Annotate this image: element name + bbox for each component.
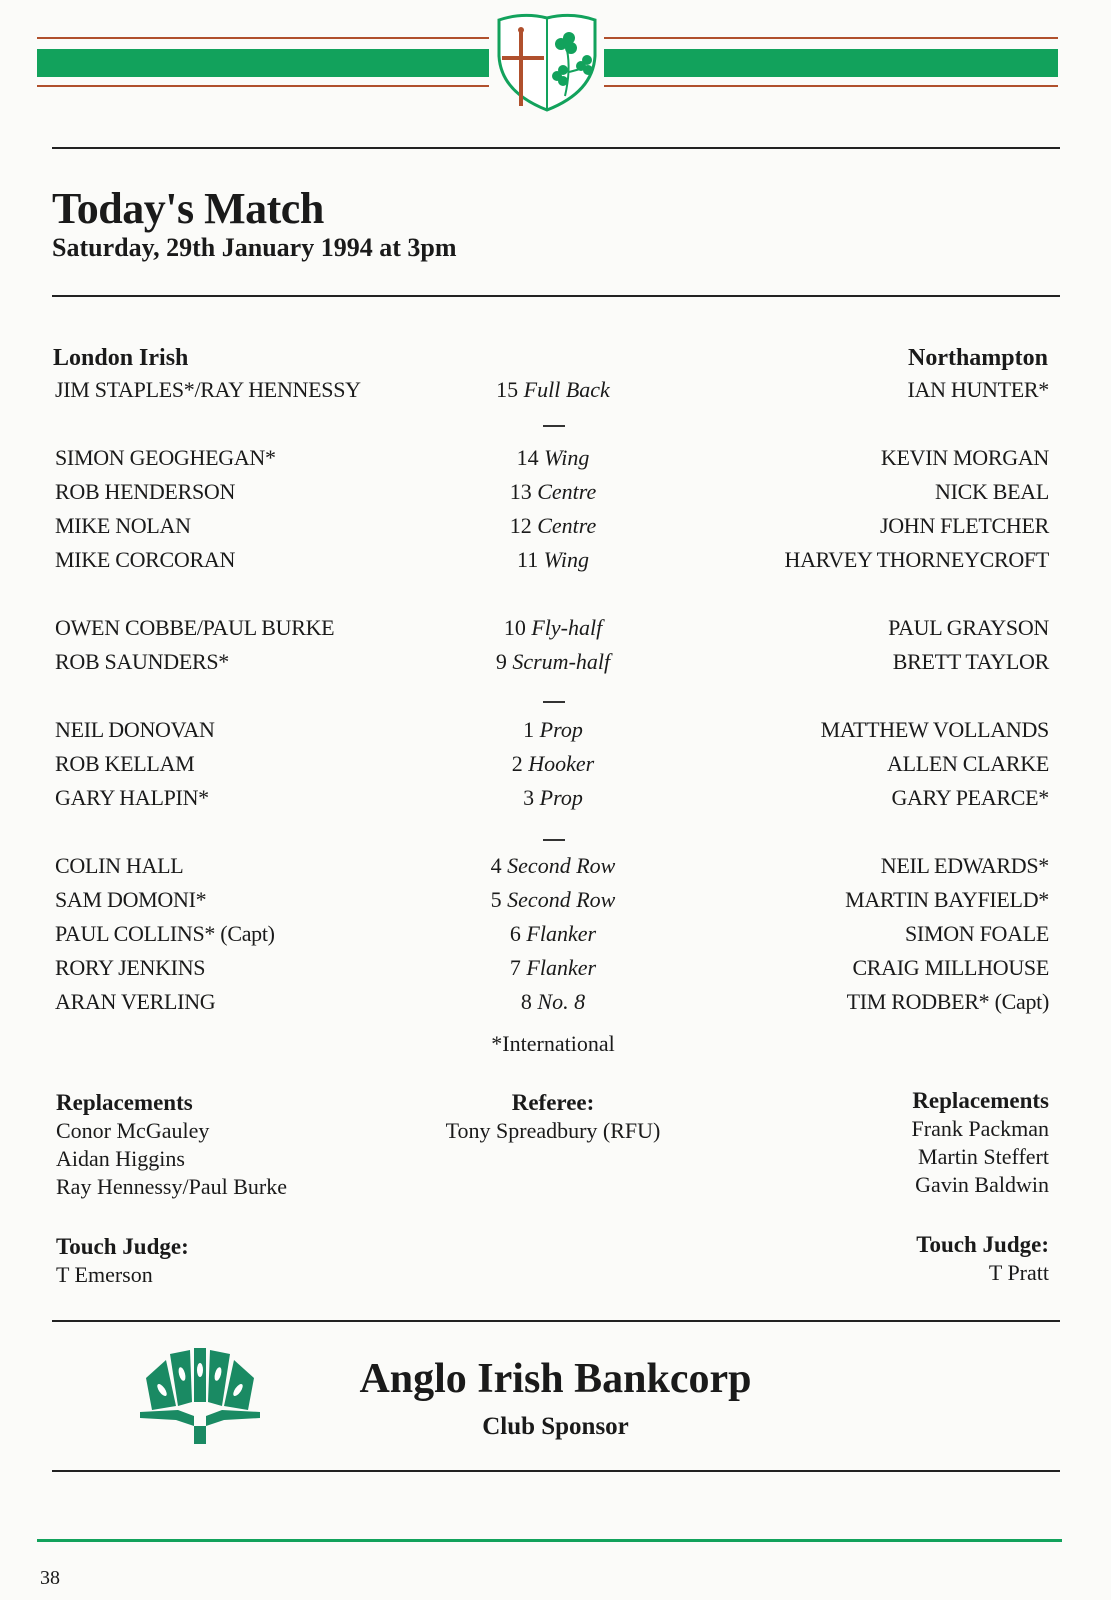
position-name: Flanker [526, 955, 597, 980]
international-note-row [0, 1031, 1111, 1065]
shirt-number: 13 [509, 479, 532, 504]
position-name: Second Row [507, 853, 616, 878]
position-name: Full Back [523, 377, 610, 402]
home-player: NEIL DONOVAN [55, 717, 215, 742]
home-player: MIKE NOLAN [55, 513, 191, 538]
club-crest-icon [493, 10, 601, 114]
shirt-number: 8 [520, 989, 532, 1014]
away-player: NEIL EDWARDS* [880, 853, 1049, 878]
away-player: ALLEN CLARKE [887, 751, 1049, 776]
position-cell [370, 377, 736, 403]
table-row [0, 547, 1111, 581]
group-separator [543, 425, 565, 427]
home-replacements [56, 1089, 287, 1201]
away-player: MATTHEW VOLLANDS [820, 717, 1049, 742]
group-separator [543, 839, 565, 841]
home-player: ARAN VERLING [55, 989, 216, 1014]
sponsor-role: Club Sponsor [482, 1413, 629, 1440]
group-separator [543, 701, 565, 703]
away-touch-judge-label: Touch Judge: [916, 1232, 1049, 1257]
footer-rule [37, 1539, 1062, 1542]
position-cell [370, 649, 736, 675]
page-title: Today's Match [52, 184, 324, 233]
position-name: Flanker [526, 921, 597, 946]
position-cell [370, 955, 736, 981]
home-replacements-label: Replacements [56, 1090, 193, 1115]
home-player: MIKE CORCORAN [55, 547, 236, 572]
divider [52, 147, 1060, 149]
table-row [0, 751, 1111, 785]
away-player: GARY PEARCE* [891, 785, 1049, 810]
home-player: ROB HENDERSON [55, 479, 236, 504]
home-player: SAM DOMONI* [55, 887, 207, 912]
position-cell [370, 921, 736, 947]
divider [52, 1320, 1060, 1322]
shirt-number: 2 [511, 751, 523, 776]
position-name: Scrum-half [512, 649, 611, 674]
position-cell [370, 717, 736, 743]
list-item: Martin Steffert [918, 1144, 1049, 1169]
international-note: *International [491, 1031, 615, 1056]
referee-block [370, 1089, 736, 1145]
away-player: BRETT TAYLOR [892, 649, 1049, 674]
home-touch-judge-label: Touch Judge: [56, 1234, 189, 1259]
shirt-number: 15 [496, 377, 519, 402]
position-name: Prop [539, 717, 583, 742]
home-player: ROB KELLAM [55, 751, 195, 776]
position-name: Prop [539, 785, 583, 810]
position-cell [370, 547, 736, 573]
home-player: RORY JENKINS [55, 955, 206, 980]
position-name: Centre [537, 479, 597, 504]
shirt-number: 12 [509, 513, 532, 538]
divider [52, 1470, 1060, 1472]
position-name: Hooker [528, 751, 595, 776]
table-row [0, 955, 1111, 989]
home-player: OWEN COBBE/PAUL BURKE [55, 615, 335, 640]
position-name: Wing [543, 547, 589, 572]
away-player: MARTIN BAYFIELD* [845, 887, 1049, 912]
away-player: JOHN FLETCHER [879, 513, 1049, 538]
list-item: Ray Hennessy/Paul Burke [56, 1174, 287, 1199]
shirt-number: 3 [523, 785, 535, 810]
position-name: Centre [537, 513, 597, 538]
home-player: COLIN HALL [55, 853, 184, 878]
position-cell [370, 887, 736, 913]
position-cell [370, 989, 736, 1015]
table-row [0, 479, 1111, 513]
position-cell [370, 853, 736, 879]
table-row [0, 649, 1111, 683]
away-player: TIM RODBER* (Capt) [846, 989, 1049, 1014]
away-touch-judge-name: T Pratt [988, 1260, 1049, 1285]
home-player: GARY HALPIN* [55, 785, 209, 810]
away-player: CRAIG MILLHOUSE [852, 955, 1049, 980]
match-date: Saturday, 29th January 1994 at 3pm [52, 233, 457, 262]
table-row [0, 921, 1111, 955]
list-item: Frank Packman [911, 1116, 1049, 1141]
shirt-number: 1 [523, 717, 535, 742]
position-name: Wing [544, 445, 590, 470]
table-row [0, 887, 1111, 921]
away-player: KEVIN MORGAN [880, 445, 1049, 470]
position-cell [370, 785, 736, 811]
position-cell [370, 751, 736, 777]
shirt-number: 4 [490, 853, 502, 878]
home-player: SIMON GEOGHEGAN* [55, 445, 276, 470]
home-team-name: London Irish [53, 345, 189, 371]
shirt-number: 7 [509, 955, 521, 980]
table-row [0, 989, 1111, 1023]
away-replacements-label: Replacements [912, 1088, 1049, 1113]
page-number: 38 [40, 1567, 60, 1589]
position-cell [370, 615, 736, 641]
position-cell [370, 445, 736, 471]
table-row [0, 377, 1111, 411]
position-cell [370, 479, 736, 505]
position-name: Second Row [507, 887, 616, 912]
away-touch-judge [916, 1231, 1049, 1287]
table-row [0, 785, 1111, 819]
list-item: Aidan Higgins [56, 1146, 185, 1171]
table-row [0, 513, 1111, 547]
away-player: IAN HUNTER* [907, 377, 1049, 402]
list-item: Gavin Baldwin [915, 1172, 1049, 1197]
table-row [0, 717, 1111, 751]
table-row [0, 445, 1111, 479]
table-row [0, 853, 1111, 887]
home-player: PAUL COLLINS* (Capt) [55, 921, 275, 946]
away-player: SIMON FOALE [905, 921, 1049, 946]
away-replacements [912, 1087, 1049, 1199]
away-player: PAUL GRAYSON [888, 615, 1049, 640]
referee-name: Tony Spreadbury (RFU) [445, 1118, 661, 1143]
table-row [0, 615, 1111, 649]
position-name: Fly-half [531, 615, 603, 640]
home-player: JIM STAPLES*/RAY HENNESSY [55, 377, 361, 402]
shirt-number: 6 [509, 921, 521, 946]
position-cell [370, 513, 736, 539]
home-player: ROB SAUNDERS* [55, 649, 229, 674]
shirt-number: 14 [516, 445, 539, 470]
home-touch-judge-name: T Emerson [56, 1262, 153, 1287]
shirt-number: 5 [490, 887, 502, 912]
shirt-number: 9 [495, 649, 507, 674]
away-player: HARVEY THORNEYCROFT [784, 547, 1049, 572]
divider [52, 295, 1060, 297]
shirt-number: 11 [517, 547, 539, 572]
shirt-number: 10 [503, 615, 526, 640]
referee-label: Referee: [511, 1090, 595, 1115]
away-team-name: Northampton [907, 345, 1048, 371]
list-item: Conor McGauley [56, 1118, 210, 1143]
away-player: NICK BEAL [934, 479, 1049, 504]
position-name: No. 8 [537, 989, 586, 1014]
home-touch-judge [56, 1233, 189, 1289]
sponsor-name: Anglo Irish Bankcorp [359, 1356, 752, 1402]
